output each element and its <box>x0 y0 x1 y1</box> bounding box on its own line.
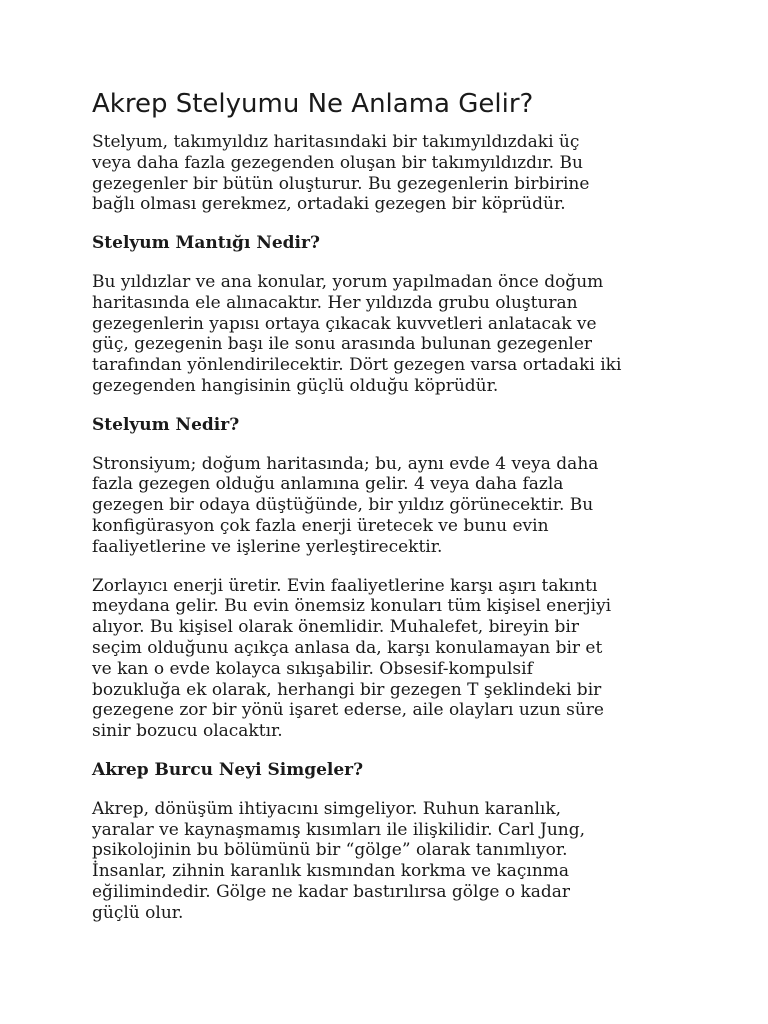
document-page <box>92 86 692 942</box>
intro-paragraph: Stelyum, takımyıldız haritasındaki bir takımyıldızdaki üç veya daha fazla gezegenden oluşan bir takımyıldızdır. Bu gezegenler bir bütün oluşturur. Bu gezegenlerin birbirine bağlı olması gerekmez, ortadaki gezegen bir köprüdür. <box>92 132 590 215</box>
section-paragraph: Bu yıldızlar ve ana konular, yorum yapılmadan önce doğum haritasında ele alınacaktır. Her yıldızda grubu oluşturan gezegenlerin yapısı ortaya çıkacak kuvvetleri anlatacak ve güç, gezegenin başı ile sonu arasında bulunan gezegenler tarafından yönlendirilecektir. Dört gezegen varsa ortadaki iki gezegenden hangisinin güçlü olduğu köprüdür. <box>92 271 622 396</box>
section-paragraph: Stronsiyum; doğum haritasında; bu, aynı evde 4 veya daha fazla gezegen olduğu anlamına gelir. 4 veya daha fazla gezegen bir odaya düştüğünde, bir yıldız görünecektir. Bu konfigürasyon çok fazla enerji üretecek ve bunu evin faaliyetlerine ve işlerine yerleştirecektir. <box>92 453 599 557</box>
page-title: Akrep Stelyumu Ne Anlama Gelir? <box>92 89 534 119</box>
section-heading-stelyum-nedir: Stelyum Nedir? <box>92 414 240 435</box>
section-heading-akrep-burcu: Akrep Burcu Neyi Simgeler? <box>92 759 364 780</box>
section-heading-stelyum-mantigi: Stelyum Mantığı Nedir? <box>92 233 320 254</box>
section-paragraph: Akrep, dönüşüm ihtiyacını simgeliyor. Ruhun karanlık, yaralar ve kaynaşmamış kısımları ile ilişkilidir. Carl Jung, psikolojinin bu bölümünü bir “gölge” olarak tanımlıyor. İnsanlar, zihnin karanlık kısmından korkma ve kaçınma eğilimindedir. Gölge ne kadar bastırılırsa gölge o kadar güçlü olur. <box>92 798 585 923</box>
section-paragraph: Zorlayıcı enerji üretir. Evin faaliyetlerine karşı aşırı takıntı meydana gelir. Bu evin önemsiz konuları tüm kişisel enerjiyi alıyor. Bu kişisel olarak önemlidir. Muhalefet, bireyin bir seçim olduğunu açıkça anlasa da, karşı konulamayan bir et ve kan o evde kolayca sıkışabilir. Obsesif-kompulsif bozukluğa ek olarak, herhangi bir gezegen T şeklindeki bir gezegene zor bir yönü işaret ederse, aile olayları uzun süre sinir bozucu olacaktır. <box>92 575 612 742</box>
